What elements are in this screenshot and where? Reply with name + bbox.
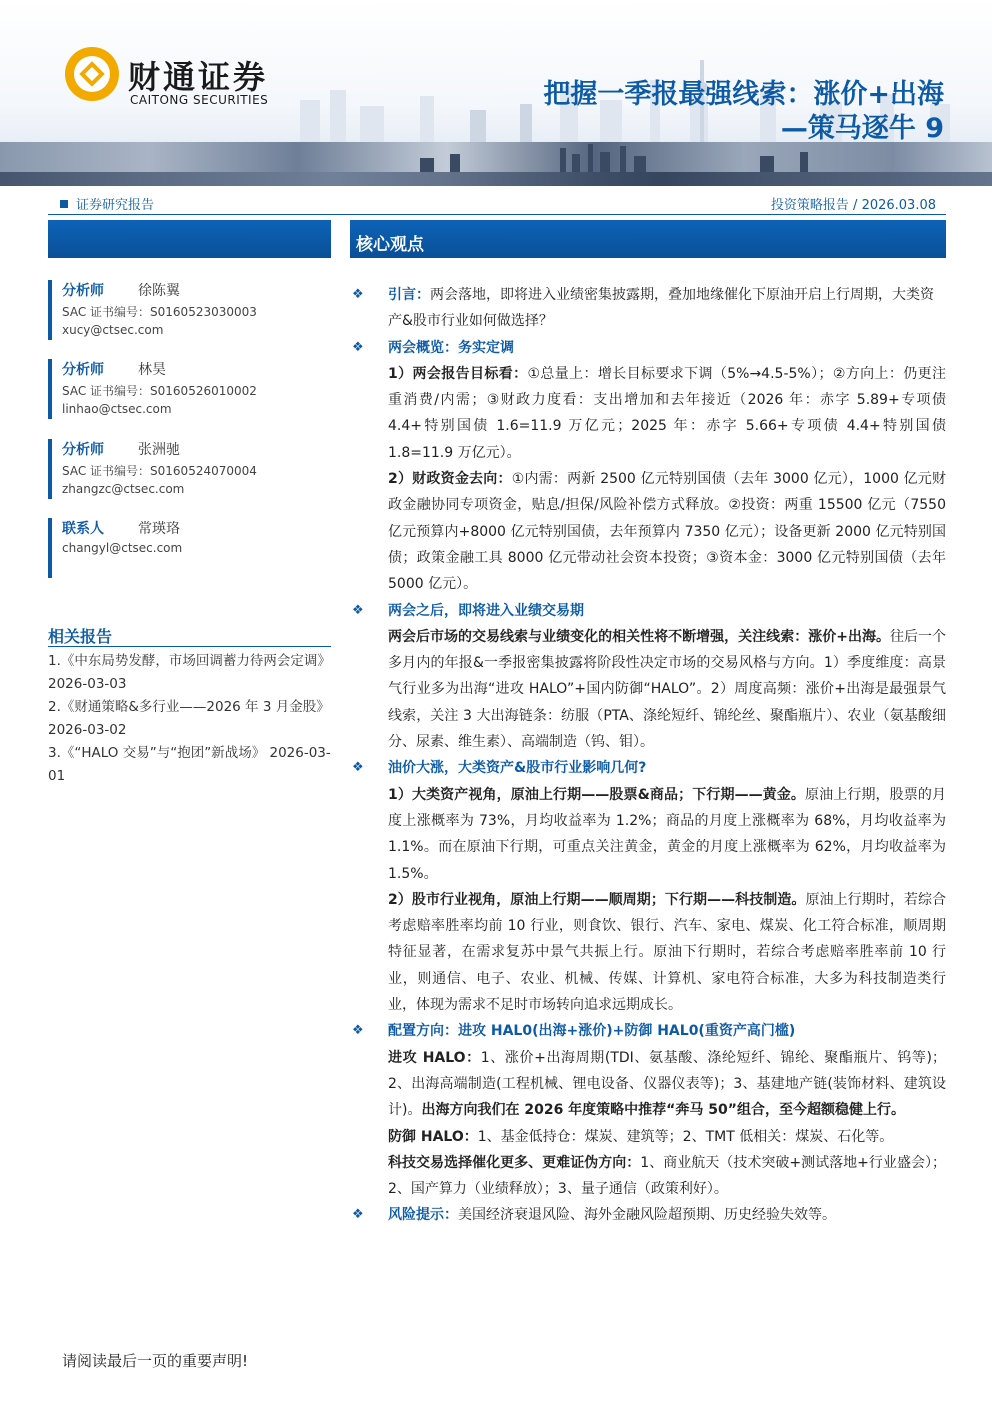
logo-chinese-name: 财通证券 <box>128 58 269 96</box>
paragraph-lead: 1）大类资产视角，原油上行期——股票&商品；下行期——黄金。 <box>388 786 806 803</box>
related-reports-divider <box>48 646 331 647</box>
section-1-title: 两会概览：务实定调 <box>388 339 514 356</box>
paragraph-text: 原油上行期时，若综合考虑赔率胜率均前 10 行业，则食饮、银行、汽车、家电、煤炭、化工符合标准，顺周期特征显著，在需求复苏中景气共振上行。原油下行期时，若综合考虑赔率胜率前 10 行业，则通信、电子、农业、机械、传媒、计算机、家电符合标准，大多为科技制造类行业，体现为需求不足时市场转向追求远期成长。 <box>388 891 946 1014</box>
paragraph-lead: 2）股市行业视角，原油上行期——顺周期；下行期——科技制造。 <box>388 891 806 908</box>
intro-label: 引言： <box>388 287 430 303</box>
core-view-banner <box>350 220 946 258</box>
paragraph-emphasis: 出海方向我们在 2026 年度策略中推荐“奔马 50”组合，至今超额稳健上行。 <box>421 1102 905 1119</box>
section-4-title: 配置方向：进攻 HAL0(出海+涨价)+防御 HAL0(重资产高门槛) <box>388 1023 796 1040</box>
square-bullet-icon <box>60 200 68 208</box>
paragraph-lead: 1）两会报告目标看： <box>388 365 528 382</box>
analyst-name: 林昊 <box>138 362 166 378</box>
analyst-name: 张洲驰 <box>138 442 180 458</box>
city-photo-strip <box>0 142 992 186</box>
paragraph-lead: 两会后市场的交易线索与业绩变化的相关性将不断增强，关注线索：涨价+出海。 <box>388 628 890 645</box>
diamond-bullet-icon: ❖ <box>352 602 364 618</box>
related-report-item[interactable]: 2.《财通策略&多行业——2026 年 3 月金股》 2026-03-02 <box>48 699 330 738</box>
analyst-sac: SAC 证书编号：S0160523030003 <box>62 305 257 319</box>
paragraph-lead: 2）财政资金去向： <box>388 471 512 488</box>
risk-label: 风险提示： <box>388 1207 458 1224</box>
related-reports-list <box>48 650 333 788</box>
paragraph-lead: 进攻 HALO： <box>388 1049 481 1066</box>
related-report-item[interactable]: 1.《中东局势发酵，市场回调蓄力待两会定调》 2026-03-03 <box>48 653 331 692</box>
section-3-title: 油价大涨，大类资产&股市行业影响几何? <box>388 760 647 777</box>
diamond-bullet-icon: ❖ <box>352 287 364 302</box>
analyst-role: 分析师 <box>62 442 104 458</box>
analyst-name: 徐陈翼 <box>138 283 180 299</box>
paragraph <box>352 1124 946 1150</box>
header-divider <box>48 214 946 215</box>
core-view-content <box>352 282 946 1229</box>
paragraph <box>352 466 946 597</box>
paragraph <box>352 1045 946 1124</box>
diamond-bullet-icon: ❖ <box>352 1207 364 1223</box>
paragraph <box>352 361 946 466</box>
paragraph-text: 往后一个多月内的年报&一季报密集披露将阶段性决定市场的交易风格与方向。1）季度维度：高景气行业多为出海“进攻 HALO”+国内防御“HALO”。2）周度高频：涨价+出海是最强景气线索，关注 3 大出海链条：纺服（PTA、涤纶短纤、锦纶丝、聚酯瓶片）、农业（氨基酸细分、尿素、维生素）、高端制造（钨、钼）。 <box>388 628 947 751</box>
paragraph <box>352 782 946 887</box>
paragraph-text: 1、基金低持仓：煤炭、建筑等；2、TMT 低相关：煤炭、石化等。 <box>477 1128 894 1145</box>
contact-name: 常瑛珞 <box>138 521 180 537</box>
analyst-role: 分析师 <box>62 362 104 378</box>
core-view-title: 核心观点 <box>356 235 424 255</box>
related-report-item[interactable]: 3.《“HALO 交易”与“抱团”新战场》 2026-03-01 <box>48 745 331 784</box>
diamond-bullet-icon: ❖ <box>352 760 364 776</box>
report-category <box>60 194 154 213</box>
paragraph-text: 原油上行期，股票的月度上涨概率为 73%，月均收益率为 1.2%；商品的月度上涨概率为 68%，月均收益率为 1.1%。而在原油下行期，可重点关注黄金，黄金的月度上涨概率为 62%，月均收益率为 1.5%。 <box>388 786 946 882</box>
paragraph-text: 1、商业航天（技术突破+测试落地+行业盛会）；2、国产算力（业绩释放）；3、量子通信（政策利好）。 <box>388 1154 946 1198</box>
related-reports-title: 相关报告 <box>48 627 113 646</box>
intro-bullet <box>352 282 946 335</box>
report-category-label: 证券研究报告 <box>76 198 155 213</box>
analyst-email: zhangzc@ctsec.com <box>62 482 185 496</box>
contact-role: 联系人 <box>62 521 104 537</box>
report-type-date: 投资策略报告 / 2026.03.08 <box>770 198 936 213</box>
report-subtitle: —策马逐牛 9 <box>780 113 944 144</box>
analyst-email: xucy@ctsec.com <box>62 323 164 337</box>
section-heading <box>352 335 946 361</box>
paragraph <box>352 1150 946 1203</box>
paragraph <box>352 624 946 755</box>
risk-text: 美国经济衰退风险、海外金融风险超预期、历史经验失效等。 <box>458 1207 836 1224</box>
diamond-bullet-icon: ❖ <box>352 339 364 355</box>
paragraph-lead: 科技交易选择催化更多、更难证伪方向： <box>388 1154 641 1171</box>
paragraph-text: ①内需：两新 2500 亿元特别国债（去年 3000 亿元），1000 亿元财政金融协同专项资金，贴息/担保/风险补偿方式释放。②投资：两重 15500 亿元（7550 亿元预算内+8000 亿元特别国债，去年预算内 7350 亿元）；设备更新 2000 亿元特别国债；政策金融工具 8000 亿元带动社会资本投资；③资本金：3000 亿元特别国债（去年 5000 亿元）。 <box>388 471 946 593</box>
analyst-card <box>48 439 257 499</box>
paragraph <box>352 887 946 1018</box>
footer-disclaimer: 请阅读最后一页的重要声明! <box>62 1352 249 1370</box>
analyst-card <box>48 280 257 340</box>
section-heading <box>352 1018 946 1044</box>
risk-bullet <box>352 1202 946 1228</box>
contact-email: changyl@ctsec.com <box>62 541 183 555</box>
section-heading <box>352 755 946 781</box>
analyst-email: linhao@ctsec.com <box>62 402 172 416</box>
paragraph-text: ①总量上：增长目标要求下调（5%→4.5-5%）；②方向上：仍更注重消费/内需；③财政力度看：支出增加和去年接近（2026 年：赤字 5.89+专项债 4.4+特别国债 1.6=11.9 万亿元；2025 年：赤字 5.66+专项债 4.4+特别国债 1.8=11.9 万亿元）。 <box>388 365 946 461</box>
paragraph-text: 1、涨价+出海周期(TDI、氨基酸、涤纶短纤、锦纶、聚酯瓶片、钨等)；2、出海高端制造(工程机械、锂电设备、仪器仪表等)；3、基建地产链(装饰材料、建筑设计)。 <box>388 1049 946 1119</box>
analyst-role: 分析师 <box>62 283 104 299</box>
section-heading <box>352 598 946 624</box>
paragraph-lead: 防御 HALO： <box>388 1128 478 1145</box>
analyst-sac: SAC 证书编号：S0160524070004 <box>62 464 257 478</box>
intro-text: 两会落地，即将进入业绩密集披露期，叠加地缘催化下原油开启上行周期，大类资产&股市行业如何做选择？ <box>388 287 934 330</box>
caitong-logo-icon <box>62 44 122 104</box>
analyst-sac: SAC 证书编号：S0160526010002 <box>62 384 257 398</box>
analyst-card <box>48 359 257 419</box>
diamond-bullet-icon: ❖ <box>352 1023 364 1039</box>
report-title: 把握一季报最强线索：涨价+出海 <box>543 79 944 110</box>
contact-card <box>48 518 182 578</box>
logo-english-name: CAITONG SECURITIES <box>130 93 269 107</box>
section-2-title: 两会之后，即将进入业绩交易期 <box>388 602 584 619</box>
sidebar-banner <box>48 220 331 258</box>
